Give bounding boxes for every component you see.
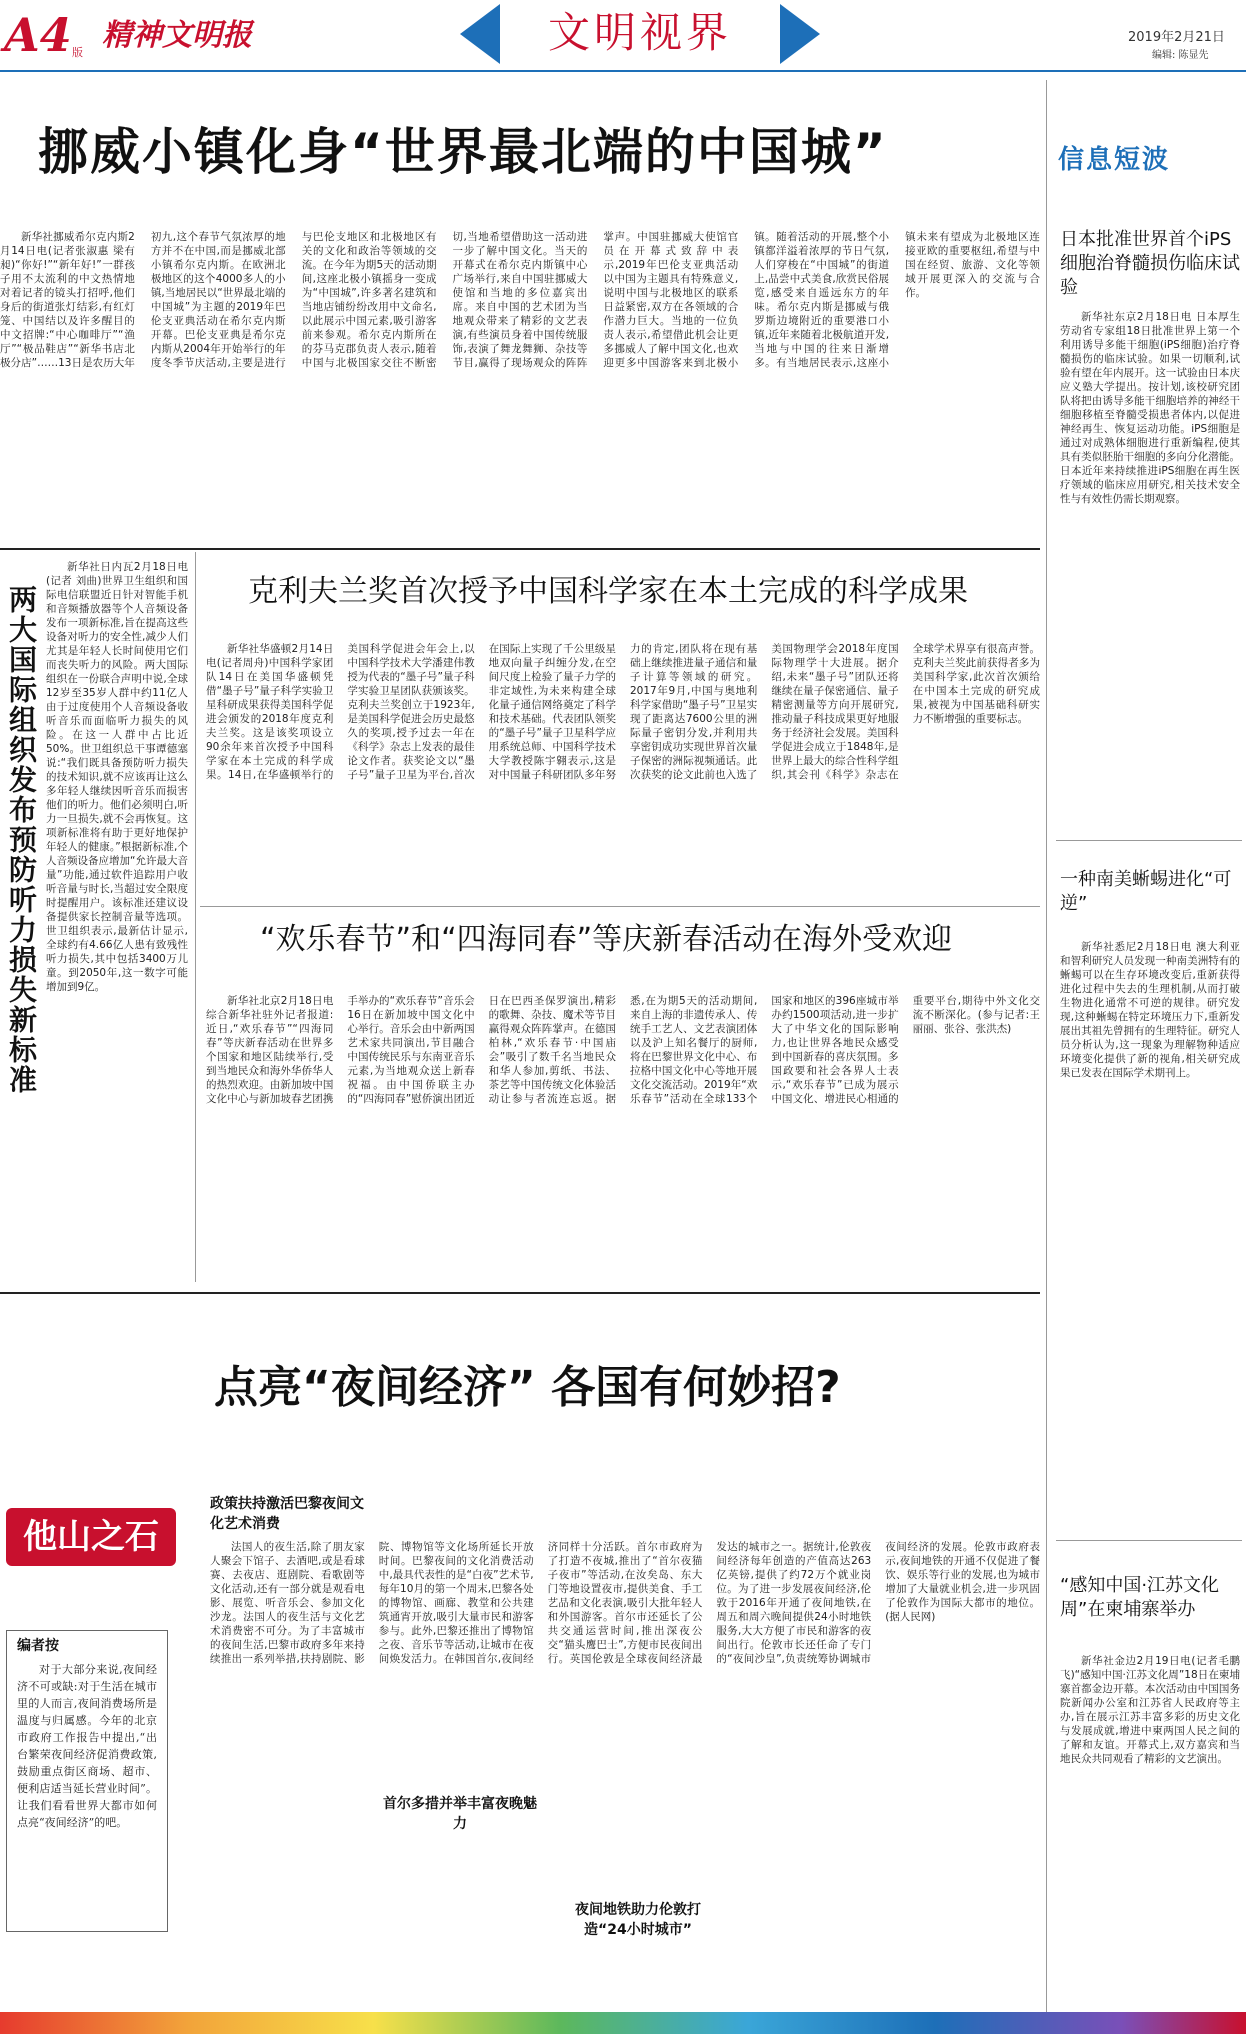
- banner-arrow-right-icon: [780, 4, 830, 64]
- column-logo-text: 他山之石: [23, 1517, 159, 1557]
- divider-vertical: [195, 552, 196, 1282]
- crafoord-body: 新华社华盛顿2月14日电(记者周舟)中国科学家团队14日在美国华盛顿凭借“墨子号”量子科学实验卫星科研成果获得美国科学促进会颁发的2018年度克利夫兰奖。这是该奖项设立90余年来首次授予中国科学家在本土完成的科学成果。14日,在华盛顿举行的美国科学促进会年会上,以中国科学技术大学潘建伟教授为代表的“墨子号”量子科学实验卫星团队获颁该奖。克利夫兰奖创立于1923年,是美国科学促进会历史最悠久的奖项,授予过去一年在《科学》杂志上发表的最佳论文作者。获奖论文以“墨子号”量子卫星为平台,首次在国际上实现了千公里级星地双向量子纠缠分发,在空间尺度上检验了量子力学的非定域性,为未来构建全球化量子通信网络奠定了科学和技术基础。代表团队领奖的“墨子号”量子卫星科学应用系统总师、中国科学技术大学教授陈宇翱表示,这是对中国量子科研团队多年努力的肯定,团队将在现有基础上继续推进量子通信和量子计算等领域的研究。2017年9月,中国与奥地利科学家借助“墨子号”卫星实现了距离达7600公里的洲际量子密钥分发,并利用共享密钥成功实现世界首次量子保密的洲际视频通话。此次获奖的论文此前也入选了美国物理学会2018年度国际物理学十大进展。据介绍,未来“墨子号”团队还将继续在量子保密通信、量子精密测量等方向开展研究,推动量子科技成果更好地服务于经济社会发展。美国科学促进会成立于1848年,是世界上最大的综合性科学组织,其会刊《科学》杂志在全球学术界享有很高声誉。克利夫兰奖此前获得者多为美国科学家,此次首次颁给在中国本土完成的研究成果,被视为中国基础科研实力不断增强的重要标志。: [206, 643, 1040, 781]
- sidebar-item-2-title: 一种南美蜥蜴进化“可逆”: [1060, 869, 1232, 914]
- divider-3: [0, 1292, 1040, 1294]
- prevention-headline-text: 两大国际组织发布预防听力损失新标准: [5, 585, 38, 1095]
- norway-body: 新华社挪威希尔克内斯2月14日电(记者张淑惠 梁有昶)“你好!”“新年好!”一群孩子用不太流利的中文热情地对着记者的镜头打招呼,他们身后的街道张灯结彩,有红灯笼、中国结以及许多醒目的中文招牌:“中心咖啡厅”“渔厅”“极品鞋店”“新华书店北极分店”……13日是农历大年初九,这个春节气氛浓厚的地方并不在中国,而是挪威北部小镇希尔克内斯。在欧洲北极地区的这个4000多人的小镇,当地居民以“世界最北端的中国城”为主题的2019年巴伦支亚典活动在希尔克内斯开幕。巴伦支亚典是希尔克内斯从2004年开始举行的年度冬季节庆活动,主要是进行与巴伦支地区和北极地区有关的文化和政治等领域的交流。在今年为期5天的活动期间,这座北极小镇摇身一变成为“中国城”,许多著名建筑和当地店铺纷纷改用中文命名,以此展示中国元素,吸引游客前来参观。希尔克内斯所在的芬马克郡负责人表示,随着中国与北极国家交往不断密切,当地希望借助这一活动进一步了解中国文化。当天的开幕式在希尔克内斯镇中心广场举行,来自中国驻挪威大使馆和当地的多位嘉宾出席。来自中国的艺术团为当地观众带来了精彩的文艺表演,有些演员身着中国传统服饰,表演了舞龙舞狮、杂技等节目,赢得了现场观众的阵阵掌声。中国驻挪威大使馆官员在开幕式致辞中表示,2019年巴伦支亚典活动以中国为主题具有特殊意义,说明中国与北极地区的联系日益紧密,双方在各领域的合作潜力巨大。当地的一位负责人表示,希望借此机会让更多挪威人了解中国文化,也欢迎更多中国游客来到北极小镇。随着活动的开展,整个小镇都洋溢着浓厚的节日气氛,人们穿梭在“中国城”的街道上,品尝中式美食,欣赏民俗展览,感受来自遥远东方的年味。希尔克内斯是挪威与俄罗斯边境附近的重要港口小镇,近年来随着北极航道开发,当地与中国的往来日渐增多。有当地居民表示,这座小镇未来有望成为北极地区连接亚欧的重要枢纽,希望与中国在经贸、旅游、文化等领域开展更深入的交流与合作。: [0, 231, 1040, 369]
- prevention-headline: [4, 560, 40, 1120]
- editor-credit: 编辑: 陈显先: [1152, 50, 1209, 61]
- divider-2: [200, 906, 1040, 907]
- sidebar-badge-text: 信息短波: [1058, 145, 1171, 175]
- footer-color-bar: [0, 2012, 1246, 2034]
- editor-note-text: 对于大部分来说,夜间经济不可或缺:对于生活在城市里的人而言,夜间消费场所是温度与归属感。今年的北京市政府工作报告中提出,“出台繁荣夜间经济促消费政策,鼓励重点街区商场、超市、便利店适当延长营业时间”。让我们看看世界大都市如何点亮“夜间经济”的吧。: [17, 1663, 157, 1829]
- divider-1: [0, 548, 1040, 550]
- section-title: 文明视界: [547, 8, 732, 57]
- sidebar-badge: [1058, 140, 1170, 180]
- sidebar-divider: [1046, 80, 1047, 2020]
- spring-headline: “欢乐春节”和“四海同春”等庆新春活动在海外受欢迎: [260, 922, 953, 957]
- editor-note-label: 编者按: [17, 1638, 59, 1654]
- nighteconomy-sub1: 政策扶持激活巴黎夜间文化艺术消费: [210, 1496, 364, 1532]
- page-number: A4: [4, 8, 72, 62]
- header-rule: [0, 70, 1246, 72]
- page-number-suffix: 版: [72, 46, 83, 59]
- banner-arrow-left-icon: [450, 4, 500, 64]
- editor-note-box: [6, 1630, 168, 1932]
- nighteconomy-headline: 点亮“夜间经济” 各国有何妙招?: [214, 1362, 841, 1413]
- section-banner: [450, 4, 830, 64]
- sidebar-sep-2: [1056, 1540, 1242, 1541]
- sidebar-item-1-body: 新华社东京2月18日电 日本厚生劳动省专家组18日批准世界上第一个利用诱导多能干细胞(iPS细胞)治疗脊髓损伤的临床试验。如果一切顺利,试验有望在年内展开。这一试验由日本庆应义塾大学提出。按计划,该校研究团队将把由诱导多能干细胞培养的神经干细胞移植至脊髓受损患者体内,以促进神经再生、恢复运动功能。iPS细胞是通过对成熟体细胞进行重新编程,使其具有类似胚胎干细胞的多向分化潜能。日本近年来持续推进iPS细胞在再生医疗领域的临床应用研究,相关技术安全性与有效性仍需长期观察。: [1060, 311, 1240, 505]
- column-logo: [6, 1508, 176, 1566]
- paper-name: 精神文明报: [102, 18, 252, 53]
- crafoord-headline: 克利夫兰奖首次授予中国科学家在本土完成的科学成果: [248, 574, 968, 609]
- sidebar-item-3-title: “感知中国·江苏文化周”在柬埔寨举办: [1060, 1575, 1220, 1620]
- sidebar-item-2-body: 新华社悉尼2月18日电 澳大利亚和智利研究人员发现一种南美洲特有的蜥蜴可以在生存环境改变后,重新获得进化过程中失去的生理机制,从而打破生物进化通常不可逆的规律。研究发现,这种蜥蜴在特定环境压力下,重新发展出其祖先曾拥有的生理特征。研究人员分析认为,这一现象为理解物种适应环境变化提供了新的视角,相关研究成果已发表在国际学术期刊上。: [1060, 941, 1240, 1079]
- spring-body: 新华社北京2月18日电 综合新华社驻外记者报道:近日,“欢乐春节”“四海同春”等庆新春活动在世界多个国家和地区陆续举行,受到当地民众和海外华侨华人的热烈欢迎。由新加坡中国文化中心与新加坡春艺团携手举办的“欢乐春节”音乐会16日在新加坡中国文化中心举行。音乐会由中新两国艺术家共同演出,节目融合中国传统民乐与东南亚音乐元素,为当地观众送上新春祝福。由中国侨联主办的“四海同春”慰侨演出团近日在巴西圣保罗演出,精彩的歌舞、杂技、魔术等节目赢得观众阵阵掌声。在德国柏林,“欢乐春节·中国庙会”吸引了数千名当地民众和华人参加,剪纸、书法、茶艺等中国传统文化体验活动让参与者流连忘返。据悉,在为期5天的活动期间,来自上海的非遗传承人、传统手工艺人、文艺表演团体以及沪上知名餐厅的厨师,将在巴黎世界文化中心、布拉格中国文化中心等地开展文化交流活动。2019年“欢乐春节”活动在全球133个国家和地区的396座城市举办约1500项活动,进一步扩大了中华文化的国际影响力,也让世界各地民众感受到中国新春的喜庆氛围。多国政要和社会各界人士表示,“欢乐春节”已成为展示中国文化、增进民心相通的重要平台,期待中外文化交流不断深化。(参与记者:王丽丽、张谷、张洪杰): [206, 995, 1040, 1105]
- sidebar-item-3-body: 新华社金边2月19日电(记者毛鹏飞)“感知中国·江苏文化周”18日在柬埔寨首都金边开幕。本次活动由中国国务院新闻办公室和江苏省人民政府等主办,旨在展示江苏丰富多彩的历史文化与发展成就,增进中柬两国人民之间的了解和友谊。开幕式上,双方嘉宾和当地民众共同观看了精彩的文艺演出。: [1060, 1655, 1240, 1765]
- issue-date: 2019年2月21日: [1128, 30, 1225, 45]
- nighteconomy-sub2: 首尔多措并举丰富夜晚魅力: [383, 1796, 537, 1832]
- sidebar-item-1-title: 日本批准世界首个iPS细胞治脊髓损伤临床试验: [1060, 229, 1240, 298]
- nighteconomy-sub3: 夜间地铁助力伦敦打造“24小时城市”: [575, 1902, 701, 1938]
- page-header: [0, 0, 1246, 72]
- norway-headline: 挪威小镇化身“世界最北端的中国城”: [38, 123, 888, 181]
- prevention-body: 新华社日内瓦2月18日电(记者 刘曲)世界卫生组织和国际电信联盟近日针对智能手机和音频播放器等个人音频设备发布一项新标准,旨在提高这些设备对听力的安全性,减少人们尤其是年轻人长时间使用它们而丧失听力的风险。两大国际组织在一份联合声明中说,全球12岁至35岁人群中约11亿人由于过度使用个人音频设备收听音乐而面临听力损失的风险。在这一人群中占比近50%。世卫组织总干事谭德塞说:“我们既具备预防听力损失的技术知识,就不应该再让这么多年轻人继续因听音乐而损害他们的听力。他们必须明白,听力一旦损失,就不会再恢复。这项新标准将有助于更好地保护年轻人的健康。”根据新标准,个人音频设备应增加“允许最大音量”功能,通过软件追踪用户收听音量与时长,当超过安全限度时提醒用户。该标准还建议设备提供家长控制音量等选项。世卫组织表示,最新估计显示,全球约有4.66亿人患有致残性听力损失,其中包括3400万儿童。到2050年,这一数字可能增加到9亿。: [46, 561, 188, 993]
- sidebar-sep-1: [1056, 840, 1242, 841]
- nighteconomy-body: 法国人的夜生活,除了朋友家人聚会下馆子、去酒吧,或是看球赛、去夜店、逛剧院、看歌剧等文化活动,还有一部分就是观看电影、展览、听音乐会、参加文化沙龙。法国人的夜生活与文化艺术消费密不可分。为了丰富城市的夜间生活,巴黎市政府多年来持续推出一系列举措,扶持剧院、影院、博物馆等文化场所延长开放时间。巴黎夜间的文化消费活动中,最具代表性的是“白夜”艺术节,每年10月的第一个周末,巴黎各处的博物馆、画廊、教堂和公共建筑通宵开放,吸引大量市民和游客参与。此外,巴黎还推出了博物馆之夜、音乐节等活动,让城市在夜间焕发活力。在韩国首尔,夜间经济同样十分活跃。首尔市政府为了打造不夜城,推出了“首尔夜猫子夜市”等活动,在汝矣岛、东大门等地设置夜市,提供美食、手工艺品和文化表演,吸引大批年轻人和外国游客。首尔市还延长了公共交通运营时间,推出深夜公交“猫头鹰巴士”,方便市民夜间出行。英国伦敦是全球夜间经济最发达的城市之一。据统计,伦敦夜间经济每年创造的产值高达263亿英镑,提供了约72万个就业岗位。为了进一步发展夜间经济,伦敦于2016年开通了夜间地铁,在周五和周六晚间提供24小时地铁服务,大大方便了市民和游客的夜间出行。伦敦市长还任命了专门的“夜间沙皇”,负责统筹协调城市夜间经济的发展。伦敦市政府表示,夜间地铁的开通不仅促进了餐饮、娱乐等行业的发展,也为城市增加了大量就业机会,进一步巩固了伦敦作为国际大都市的地位。(据人民网): [210, 1541, 1040, 1665]
